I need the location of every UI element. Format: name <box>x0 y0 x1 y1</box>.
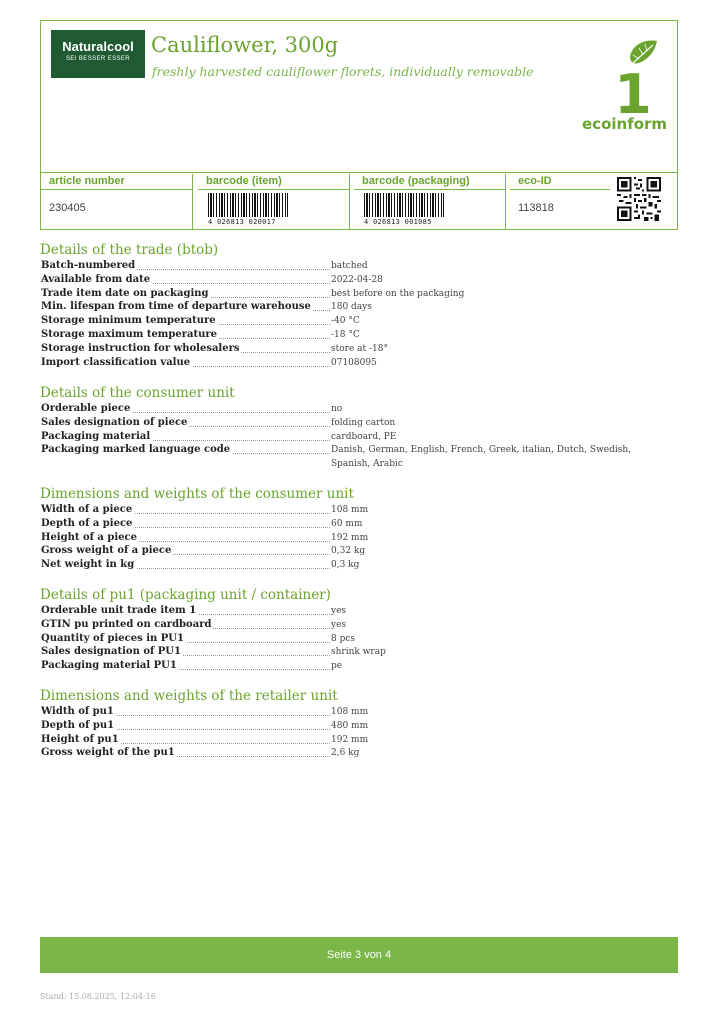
detail-value: -18 °C <box>331 329 360 340</box>
detail-value: 0,3 kg <box>331 560 360 571</box>
detail-value: 192 mm <box>331 734 369 745</box>
detail-label: Sales designation of PU1 <box>41 646 181 658</box>
detail-value: cardboard, PE <box>331 431 397 442</box>
barcode-item <box>208 193 288 227</box>
detail-row <box>40 645 660 659</box>
detail-label: Storage instruction for wholesalers <box>41 342 240 354</box>
detail-row <box>40 300 660 314</box>
detail-value: 180 days <box>331 302 372 313</box>
eco-id-label: eco-ID <box>510 173 610 190</box>
detail-row <box>40 604 660 618</box>
detail-value: Danish, German, English, French, Greek, italian, Dutch, Swedish, Spanish, Arabic <box>331 445 631 469</box>
detail-value: 2,6 kg <box>331 748 360 759</box>
section-trade-details <box>40 241 660 369</box>
detail-value: 2022-04-28 <box>331 274 383 285</box>
detail-label: Orderable piece <box>41 403 131 414</box>
detail-value: yes <box>331 619 347 630</box>
detail-row <box>40 531 660 545</box>
detail-row <box>40 328 660 342</box>
detail-label: Height of a piece <box>41 531 137 543</box>
detail-value: 60 mm <box>331 518 363 529</box>
detail-value: 8 pcs <box>331 633 356 644</box>
barcode-item-label: barcode (item) <box>198 173 349 190</box>
detail-label: Packaging material <box>41 430 151 442</box>
detail-value: batched <box>331 261 368 271</box>
detail-value: 108 mm <box>331 505 369 515</box>
detail-label: Depth of pu1 <box>41 719 115 731</box>
column-divider <box>192 174 193 230</box>
detail-label: Height of pu1 <box>41 733 119 745</box>
ecoinform-wordmark: ecoinform <box>582 115 668 133</box>
detail-row <box>40 558 660 572</box>
detail-row <box>40 443 660 472</box>
detail-value: 480 mm <box>331 720 369 731</box>
detail-value: store at -18° <box>331 343 388 354</box>
detail-label: Trade item date on packaging <box>41 287 209 299</box>
detail-row <box>40 733 660 747</box>
detail-value: no <box>331 404 343 414</box>
detail-value: 0,32 kg <box>331 546 366 557</box>
detail-label: Depth of a piece <box>41 517 133 529</box>
detail-row <box>40 342 660 356</box>
detail-value: -40 °C <box>331 316 360 327</box>
detail-value: folding carton <box>331 417 396 428</box>
detail-row <box>40 705 660 719</box>
section-title: Details of pu1 (packaging unit / container) <box>40 587 331 603</box>
page-number: Seite 3 von 4 <box>326 949 392 961</box>
brand-name: Naturalcool <box>62 39 134 54</box>
barcode-item-column <box>198 173 349 230</box>
product-header <box>40 20 678 230</box>
detail-value: 192 mm <box>331 532 369 543</box>
column-divider <box>349 174 350 230</box>
section-consumer-unit <box>40 384 660 472</box>
article-number-value: 230405 <box>49 202 86 214</box>
detail-row <box>40 544 660 558</box>
section-title: Dimensions and weights of the consumer unit <box>40 486 354 502</box>
section-retailer-dimensions <box>40 687 660 760</box>
detail-row <box>40 618 660 632</box>
detail-row <box>40 314 660 328</box>
detail-label: Gross weight of the pu1 <box>41 747 175 759</box>
column-divider <box>505 174 506 230</box>
detail-label: Batch-numbered <box>41 260 136 271</box>
page-footer <box>40 937 678 973</box>
detail-value: yes <box>331 606 347 616</box>
detail-value: 108 mm <box>331 707 369 717</box>
product-subtitle: freshly harvested cauliflower florets, individually removable <box>152 64 534 79</box>
detail-label: GTIN pu printed on cardboard <box>41 618 212 630</box>
section-title: Dimensions and weights of the retailer unit <box>40 688 338 704</box>
detail-row <box>40 273 660 287</box>
detail-label: Width of pu1 <box>41 706 114 717</box>
timestamp: Stand: 15.08.2025, 12:04:16 <box>40 992 156 1001</box>
section-consumer-dimensions <box>40 485 660 572</box>
section-title: Details of the consumer unit <box>40 385 235 401</box>
detail-label: Packaging marked language code <box>41 444 231 456</box>
detail-value: 07108095 <box>331 357 377 368</box>
detail-row <box>40 287 660 301</box>
detail-label: Storage maximum temperature <box>41 328 218 340</box>
section-title: Details of the trade (btob) <box>40 242 219 258</box>
detail-row <box>40 517 660 531</box>
barcode-packaging-digits: 4 026813 001085 <box>364 218 432 226</box>
detail-row <box>40 416 660 430</box>
detail-label: Packaging material PU1 <box>41 660 177 672</box>
brand-logo <box>51 30 145 78</box>
detail-label: Quantity of pieces in PU1 <box>41 632 184 644</box>
brand-slogan: SEI BESSER ESSER <box>65 56 131 62</box>
detail-label: Import classification value <box>41 356 191 368</box>
detail-value: pe <box>331 661 343 672</box>
identifier-row <box>41 172 677 230</box>
detail-row <box>40 430 660 444</box>
detail-row <box>40 632 660 646</box>
qr-code-icon <box>617 177 661 221</box>
barcode-item-digits: 4 026813 020017 <box>208 218 276 226</box>
detail-row <box>40 356 660 370</box>
barcode-packaging-label: barcode (packaging) <box>354 173 505 190</box>
detail-label: Width of a piece <box>41 504 133 515</box>
detail-label: Net weight in kg <box>41 559 135 571</box>
detail-row <box>40 503 660 517</box>
detail-row <box>40 402 660 416</box>
detail-value: shrink wrap <box>331 647 386 658</box>
eco-id-value: 113818 <box>518 202 554 214</box>
detail-label: Gross weight of a piece <box>41 545 172 557</box>
detail-row <box>40 746 660 760</box>
product-title: Cauliflower, 300g <box>151 33 339 57</box>
article-number-label: article number <box>41 173 192 190</box>
detail-label: Storage minimum temperature <box>41 315 216 327</box>
detail-row <box>40 719 660 733</box>
detail-label: Orderable unit trade item 1 <box>41 605 197 616</box>
eco-logo-digit: 1 <box>614 63 652 126</box>
detail-row <box>40 259 660 273</box>
detail-label: Sales designation of piece <box>41 416 188 428</box>
article-number-column <box>41 173 192 230</box>
barcode-packaging <box>364 193 444 227</box>
detail-value: best before on the packaging <box>331 288 465 299</box>
barcode-packaging-bars <box>364 193 444 217</box>
barcode-packaging-column <box>354 173 505 230</box>
detail-label: Min. lifespan from time of departure warehouse <box>41 301 311 313</box>
eco-id-column <box>510 173 610 230</box>
barcode-item-bars <box>208 193 288 217</box>
detail-row <box>40 659 660 673</box>
section-pu1-details <box>40 586 660 673</box>
detail-label: Available from date <box>41 273 151 285</box>
